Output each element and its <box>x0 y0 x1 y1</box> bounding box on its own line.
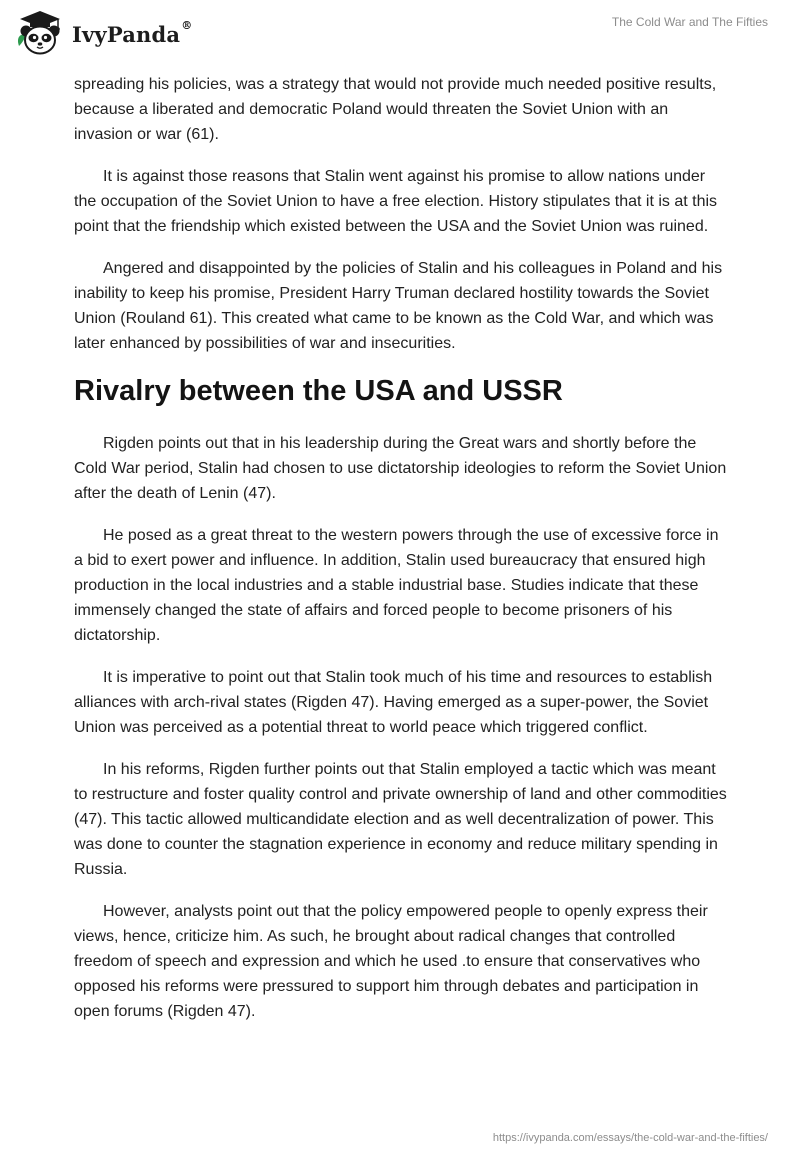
page-header <box>0 0 800 70</box>
paragraph: It is against those reasons that Stalin went against his promise to allow nations under the occupation of the Soviet Union to have a free election. History stipulates that it is at this point that the friendship which existed between the USA and the Soviet Union was ruined. <box>74 168 718 235</box>
paragraph: Rigden points out that in his leadership during the Great wars and shortly before the Cold War period, Stalin had chosen to use dictatorship ideologies to reform the Soviet Union after the death of Lenin (47). <box>74 435 727 502</box>
essay-body <box>74 72 730 1041</box>
paragraph: spreading his policies, was a strategy that would not provide much needed positive results, because a liberated and democratic Poland would threaten the Soviet Union with an invasion or war (61). <box>74 76 717 143</box>
paragraph: However, analysts point out that the policy empowered people to openly express their views, hence, criticize him. As such, he brought about radical changes that controlled freedom of speech and expression and which he used .to ensure that conservatives who opposed his reforms were pressured to support him through debates and participation in open forums (Rigden 47). <box>74 903 708 1020</box>
document-title: The Cold War and The Fifties <box>611 15 768 29</box>
source-url[interactable]: https://ivypanda.com/essays/the-cold-war-and-the-fifties/ <box>492 1132 768 1144</box>
section-heading: Rivalry between the USA and USSR <box>74 375 563 407</box>
paragraph: It is imperative to point out that Stalin took much of his time and resources to establish alliances with arch-rival states (Rigden 47). Having emerged as a super-power, the Soviet Union was perceived as a potential threat to world peace which triggered conflict. <box>74 669 713 736</box>
ivypanda-logo[interactable] <box>14 8 192 60</box>
panda-graduate-icon <box>14 8 66 60</box>
paragraph: In his reforms, Rigden further points out that Stalin employed a tactic which was meant to restructure and foster quality control and private ownership of land and other commodities (47). This tactic allowed multicandidate election and as well decentralization of power. This was done to counter the stagnation experience in economy and reduce military spending in Russia. <box>74 761 727 878</box>
paragraph: He posed as a great threat to the western powers through the use of excessive force in a bid to exert power and influence. In addition, Stalin used bureaucracy that ensured high production in the local industries and a stable industrial base. Studies indicate that these immensely changed the state of affairs and forced people to become prisoners of his dictatorship. <box>74 527 719 644</box>
paragraph: Angered and disappointed by the policies of Stalin and his colleagues in Poland and his inability to keep his promise, President Harry Truman declared hostility towards the Soviet Union (Rouland 61). This created what came to be known as the Cold War, and which was later enhanced by possibilities of war and insecurities. <box>74 260 723 352</box>
brand-name: IvyPanda® <box>72 18 193 47</box>
